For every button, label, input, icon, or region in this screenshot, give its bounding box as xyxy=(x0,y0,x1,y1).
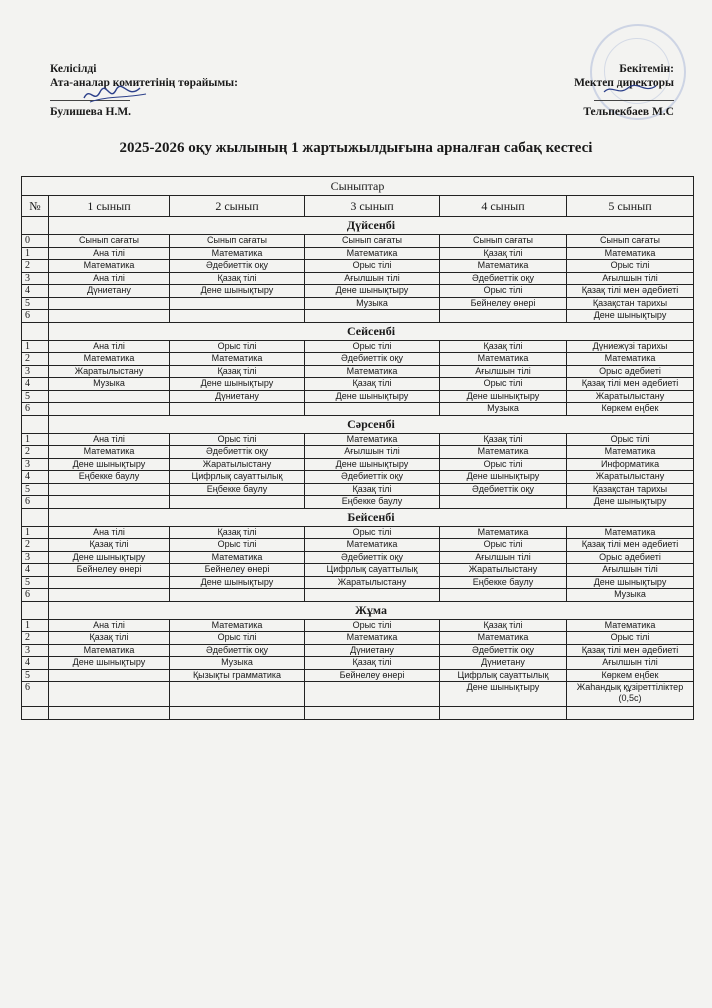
lesson-number: 6 xyxy=(22,496,49,509)
number-header: № xyxy=(22,196,49,217)
lesson-cell: Орыс тілі xyxy=(305,260,440,273)
lesson-cell: Дене шынықтыру xyxy=(305,390,440,403)
lesson-cell: Орыс тілі xyxy=(305,526,440,539)
lesson-cell: Жаратылыстану xyxy=(49,365,170,378)
lesson-cell: Цифрлық сауаттылық xyxy=(170,471,305,484)
lesson-cell: Математика xyxy=(440,446,567,459)
lesson-number: 6 xyxy=(22,403,49,416)
lesson-cell: Информатика xyxy=(567,458,694,471)
lesson-cell: Әдебиеттік оқу xyxy=(305,471,440,484)
lesson-cell: Математика xyxy=(440,260,567,273)
lesson-cell: Цифрлық сауаттылық xyxy=(440,669,567,682)
lesson-cell: Орыс тілі xyxy=(567,433,694,446)
lesson-cell: Әдебиеттік оқу xyxy=(440,644,567,657)
lesson-row xyxy=(22,564,694,577)
lesson-cell: Қазақ тілі xyxy=(170,365,305,378)
lesson-row xyxy=(22,297,694,310)
lesson-cell xyxy=(49,496,170,509)
lesson-number: 1 xyxy=(22,340,49,353)
director-signature-icon xyxy=(600,80,660,100)
lesson-cell: Дене шынықтыру xyxy=(305,458,440,471)
lesson-cell: Бейнелеу өнері xyxy=(440,297,567,310)
lesson-cell: Қызықты грамматика xyxy=(170,669,305,682)
lesson-row xyxy=(22,390,694,403)
lesson-number: 6 xyxy=(22,682,49,707)
day-header-row xyxy=(22,217,694,235)
lesson-cell: Ана тілі xyxy=(49,340,170,353)
lesson-cell: Математика xyxy=(440,353,567,366)
approve-label: Бекітемін: xyxy=(619,63,674,75)
lesson-cell xyxy=(49,297,170,310)
lesson-row xyxy=(22,310,694,323)
lesson-cell: Математика xyxy=(305,247,440,260)
lesson-cell: Қазақ тілі мен әдебиеті xyxy=(567,539,694,552)
lesson-number: 4 xyxy=(22,564,49,577)
lesson-cell xyxy=(170,682,305,707)
group-header-row xyxy=(22,177,694,196)
lesson-cell: Ана тілі xyxy=(49,247,170,260)
lesson-cell: Дене шынықтыру xyxy=(170,576,305,589)
lesson-cell: Ағылшын тілі xyxy=(567,657,694,670)
day-header-row xyxy=(22,601,694,619)
lesson-cell: Ағылшын тілі xyxy=(440,551,567,564)
lesson-cell: Цифрлық сауаттылық xyxy=(305,564,440,577)
lesson-cell: Дене шынықтыру xyxy=(170,378,305,391)
lesson-cell: Математика xyxy=(567,526,694,539)
lesson-cell xyxy=(305,589,440,602)
lesson-cell: Әдебиеттік оқу xyxy=(170,644,305,657)
lesson-cell: Қазақ тілі xyxy=(440,340,567,353)
day-spacer xyxy=(22,415,49,433)
lesson-cell: Орыс тілі xyxy=(170,433,305,446)
lesson-row xyxy=(22,458,694,471)
lesson-number: 3 xyxy=(22,365,49,378)
day-name: Жұма xyxy=(49,601,694,619)
lesson-number: 4 xyxy=(22,657,49,670)
lesson-cell xyxy=(440,496,567,509)
lesson-number: 3 xyxy=(22,644,49,657)
lesson-cell: Музыка xyxy=(305,297,440,310)
empty-cell xyxy=(170,707,305,720)
lesson-cell xyxy=(440,589,567,602)
lesson-cell: Қазақ тілі xyxy=(440,433,567,446)
lesson-number: 2 xyxy=(22,260,49,273)
day-header-row xyxy=(22,508,694,526)
lesson-cell: Әдебиеттік оқу xyxy=(440,483,567,496)
lesson-number: 1 xyxy=(22,526,49,539)
lesson-row xyxy=(22,589,694,602)
lesson-cell: Математика xyxy=(170,551,305,564)
lesson-cell: Ана тілі xyxy=(49,526,170,539)
day-name: Сейсенбі xyxy=(49,322,694,340)
lesson-number: 0 xyxy=(22,235,49,248)
lesson-cell xyxy=(305,682,440,707)
lesson-cell: Дене шынықтыру xyxy=(49,551,170,564)
classes-group-header: Сыныптар xyxy=(22,177,694,196)
lesson-row xyxy=(22,669,694,682)
empty-cell xyxy=(305,707,440,720)
lesson-cell xyxy=(170,403,305,416)
lesson-row xyxy=(22,353,694,366)
lesson-row xyxy=(22,657,694,670)
day-name: Дүйсенбі xyxy=(49,217,694,235)
lesson-cell: Бейнелеу өнері xyxy=(49,564,170,577)
lesson-row xyxy=(22,471,694,484)
lesson-cell: Дүниежүзі тарихы xyxy=(567,340,694,353)
day-spacer xyxy=(22,322,49,340)
lesson-cell: Ағылшын тілі xyxy=(305,272,440,285)
lesson-cell: Орыс тілі xyxy=(567,260,694,273)
lesson-row xyxy=(22,433,694,446)
lesson-cell: Ана тілі xyxy=(49,272,170,285)
lesson-cell: Орыс әдебиеті xyxy=(567,551,694,564)
lesson-cell: Орыс тілі xyxy=(305,340,440,353)
lesson-number: 3 xyxy=(22,551,49,564)
lesson-cell: Математика xyxy=(49,260,170,273)
lesson-cell: Математика xyxy=(305,433,440,446)
lesson-number: 2 xyxy=(22,539,49,552)
lesson-cell: Математика xyxy=(49,353,170,366)
empty-row xyxy=(22,707,694,720)
lesson-cell: Математика xyxy=(440,632,567,645)
lesson-cell: Ана тілі xyxy=(49,433,170,446)
lesson-number: 4 xyxy=(22,285,49,298)
empty-cell xyxy=(22,707,49,720)
lesson-cell: Әдебиеттік оқу xyxy=(170,260,305,273)
lesson-cell: Орыс тілі xyxy=(305,619,440,632)
lesson-cell: Көркем еңбек xyxy=(567,403,694,416)
lesson-cell: Бейнелеу өнері xyxy=(170,564,305,577)
lesson-cell: Математика xyxy=(440,526,567,539)
lesson-cell: Ағылшын тілі xyxy=(305,446,440,459)
lesson-cell: Дене шынықтыру xyxy=(49,458,170,471)
chair-signature-icon xyxy=(80,84,150,106)
lesson-cell: Жаһандық құзіреттіліктер (0,5с) xyxy=(567,682,694,707)
lesson-number: 3 xyxy=(22,458,49,471)
lesson-row xyxy=(22,496,694,509)
day-name: Сәрсенбі xyxy=(49,415,694,433)
lesson-cell xyxy=(170,310,305,323)
committee-chair-label: Ата-аналар комитетінің төрайымы: xyxy=(50,77,238,89)
lesson-cell: Сынып сағаты xyxy=(440,235,567,248)
lesson-cell: Орыс тілі xyxy=(440,458,567,471)
lesson-cell xyxy=(170,589,305,602)
lesson-cell xyxy=(49,589,170,602)
lesson-cell: Орыс әдебиеті xyxy=(567,365,694,378)
lesson-cell xyxy=(170,496,305,509)
schedule-table xyxy=(21,176,694,720)
lesson-number: 5 xyxy=(22,483,49,496)
lesson-cell: Математика xyxy=(305,632,440,645)
lesson-cell: Математика xyxy=(567,247,694,260)
lesson-cell xyxy=(305,310,440,323)
lesson-number: 3 xyxy=(22,272,49,285)
lesson-cell: Қазақ тілі xyxy=(170,272,305,285)
lesson-cell: Музыка xyxy=(170,657,305,670)
lesson-cell: Сынып сағаты xyxy=(49,235,170,248)
lesson-cell: Қазақстан тарихы xyxy=(567,483,694,496)
lesson-cell: Орыс тілі xyxy=(440,539,567,552)
lesson-number: 4 xyxy=(22,471,49,484)
lesson-cell: Дене шынықтыру xyxy=(567,496,694,509)
lesson-cell: Әдебиеттік оқу xyxy=(305,551,440,564)
lesson-cell: Музыка xyxy=(49,378,170,391)
lesson-cell xyxy=(49,576,170,589)
lesson-cell: Дүниетану xyxy=(170,390,305,403)
lesson-cell: Математика xyxy=(49,446,170,459)
lesson-cell: Бейнелеу өнері xyxy=(305,669,440,682)
lesson-cell: Көркем еңбек xyxy=(567,669,694,682)
lesson-cell: Орыс тілі xyxy=(170,340,305,353)
lesson-row xyxy=(22,551,694,564)
lesson-number: 5 xyxy=(22,297,49,310)
lesson-cell: Қазақстан тарихы xyxy=(567,297,694,310)
lesson-cell: Еңбекке баулу xyxy=(49,471,170,484)
lesson-cell: Дүниетану xyxy=(440,657,567,670)
lesson-cell: Дене шынықтыру xyxy=(49,657,170,670)
lesson-cell: Ағылшын тілі xyxy=(567,272,694,285)
lesson-number: 6 xyxy=(22,310,49,323)
lesson-cell: Дене шынықтыру xyxy=(567,576,694,589)
lesson-cell: Ана тілі xyxy=(49,619,170,632)
lesson-cell: Орыс тілі xyxy=(170,539,305,552)
lesson-number: 2 xyxy=(22,353,49,366)
lesson-cell: Математика xyxy=(49,644,170,657)
lesson-cell: Дене шынықтыру xyxy=(170,285,305,298)
lesson-number: 2 xyxy=(22,632,49,645)
lesson-cell: Дене шынықтыру xyxy=(440,471,567,484)
day-header-row xyxy=(22,322,694,340)
lesson-number: 1 xyxy=(22,247,49,260)
lesson-cell: Математика xyxy=(305,365,440,378)
lesson-cell: Ағылшын тілі xyxy=(567,564,694,577)
chair-name: Булишева Н.М. xyxy=(50,106,132,118)
lesson-cell: Дене шынықтыру xyxy=(440,682,567,707)
lesson-cell xyxy=(49,483,170,496)
lesson-cell xyxy=(49,310,170,323)
lesson-cell: Жаратылыстану xyxy=(567,390,694,403)
lesson-cell: Сынып сағаты xyxy=(170,235,305,248)
lesson-row xyxy=(22,272,694,285)
empty-cell xyxy=(440,707,567,720)
lesson-cell: Музыка xyxy=(440,403,567,416)
lesson-cell: Математика xyxy=(170,353,305,366)
lesson-cell: Қазақ тілі мен әдебиеті xyxy=(567,378,694,391)
class-header-3: 3 сынып xyxy=(305,196,440,217)
lesson-cell xyxy=(305,403,440,416)
lesson-cell: Қазақ тілі xyxy=(49,539,170,552)
empty-cell xyxy=(567,707,694,720)
class-header-1: 1 сынып xyxy=(49,196,170,217)
lesson-row xyxy=(22,526,694,539)
lesson-cell: Дене шынықтыру xyxy=(567,310,694,323)
lesson-cell xyxy=(49,403,170,416)
lesson-row xyxy=(22,340,694,353)
director-label: Мектеп директоры xyxy=(574,77,674,89)
lesson-cell: Дене шынықтыру xyxy=(440,390,567,403)
lesson-row xyxy=(22,247,694,260)
lesson-cell: Қазақ тілі xyxy=(305,657,440,670)
lesson-cell: Қазақ тілі xyxy=(440,619,567,632)
lesson-cell: Математика xyxy=(567,446,694,459)
day-spacer xyxy=(22,601,49,619)
lesson-number: 2 xyxy=(22,446,49,459)
lesson-row xyxy=(22,235,694,248)
class-header-5: 5 сынып xyxy=(567,196,694,217)
lesson-cell: Математика xyxy=(567,619,694,632)
lesson-cell: Жаратылыстану xyxy=(305,576,440,589)
lesson-number: 1 xyxy=(22,433,49,446)
day-name: Бейсенбі xyxy=(49,508,694,526)
lesson-cell: Орыс тілі xyxy=(440,285,567,298)
class-header-row xyxy=(22,196,694,217)
lesson-cell: Еңбекке баулу xyxy=(170,483,305,496)
lesson-cell: Дүниетану xyxy=(49,285,170,298)
class-header-4: 4 сынып xyxy=(440,196,567,217)
lesson-cell: Математика xyxy=(170,619,305,632)
lesson-row xyxy=(22,632,694,645)
lesson-number: 5 xyxy=(22,669,49,682)
lesson-cell: Дүниетану xyxy=(305,644,440,657)
lesson-number: 5 xyxy=(22,576,49,589)
lesson-cell: Қазақ тілі xyxy=(305,483,440,496)
lesson-cell: Жаратылыстану xyxy=(567,471,694,484)
lesson-number: 6 xyxy=(22,589,49,602)
lesson-row xyxy=(22,260,694,273)
lesson-cell: Музыка xyxy=(567,589,694,602)
lesson-cell: Жаратылыстану xyxy=(170,458,305,471)
lesson-cell: Қазақ тілі мен әдебиеті xyxy=(567,285,694,298)
lesson-row xyxy=(22,682,694,707)
day-spacer xyxy=(22,217,49,235)
lesson-number: 4 xyxy=(22,378,49,391)
lesson-row xyxy=(22,619,694,632)
lesson-cell: Әдебиеттік оқу xyxy=(170,446,305,459)
lesson-row xyxy=(22,483,694,496)
lesson-cell: Қазақ тілі xyxy=(440,247,567,260)
lesson-row xyxy=(22,365,694,378)
lesson-cell: Дене шынықтыру xyxy=(305,285,440,298)
lesson-cell: Еңбекке баулу xyxy=(440,576,567,589)
lesson-row xyxy=(22,539,694,552)
lesson-cell: Орыс тілі xyxy=(567,632,694,645)
lesson-cell: Ағылшын тілі xyxy=(440,365,567,378)
lesson-cell: Математика xyxy=(170,247,305,260)
lesson-row xyxy=(22,378,694,391)
director-name: Тельпекбаев М.С xyxy=(583,106,674,118)
lesson-row xyxy=(22,446,694,459)
lesson-cell: Сынып сағаты xyxy=(305,235,440,248)
lesson-cell: Жаратылыстану xyxy=(440,564,567,577)
lesson-number: 1 xyxy=(22,619,49,632)
lesson-cell: Қазақ тілі мен әдебиеті xyxy=(567,644,694,657)
lesson-cell xyxy=(49,682,170,707)
lesson-cell: Қазақ тілі xyxy=(170,526,305,539)
lesson-row xyxy=(22,576,694,589)
empty-cell xyxy=(49,707,170,720)
lesson-cell: Математика xyxy=(305,539,440,552)
lesson-cell: Әдебиеттік оқу xyxy=(440,272,567,285)
lesson-cell: Орыс тілі xyxy=(440,378,567,391)
agreed-label: Келісілді xyxy=(50,63,97,75)
lesson-cell: Математика xyxy=(567,353,694,366)
lesson-cell xyxy=(49,669,170,682)
day-spacer xyxy=(22,508,49,526)
lesson-row xyxy=(22,644,694,657)
lesson-cell xyxy=(49,390,170,403)
lesson-row xyxy=(22,285,694,298)
lesson-row xyxy=(22,403,694,416)
page-title: 2025-2026 оқу жылының 1 жартыжылдығына арналған сабақ кестесі xyxy=(119,140,593,156)
lesson-cell: Әдебиеттік оқу xyxy=(305,353,440,366)
lesson-cell xyxy=(440,310,567,323)
lesson-number: 5 xyxy=(22,390,49,403)
lesson-cell xyxy=(170,297,305,310)
lesson-cell: Еңбекке баулу xyxy=(305,496,440,509)
class-header-2: 2 сынып xyxy=(170,196,305,217)
lesson-cell: Сынып сағаты xyxy=(567,235,694,248)
lesson-cell: Қазақ тілі xyxy=(49,632,170,645)
lesson-cell: Орыс тілі xyxy=(170,632,305,645)
lesson-cell: Қазақ тілі xyxy=(305,378,440,391)
day-header-row xyxy=(22,415,694,433)
